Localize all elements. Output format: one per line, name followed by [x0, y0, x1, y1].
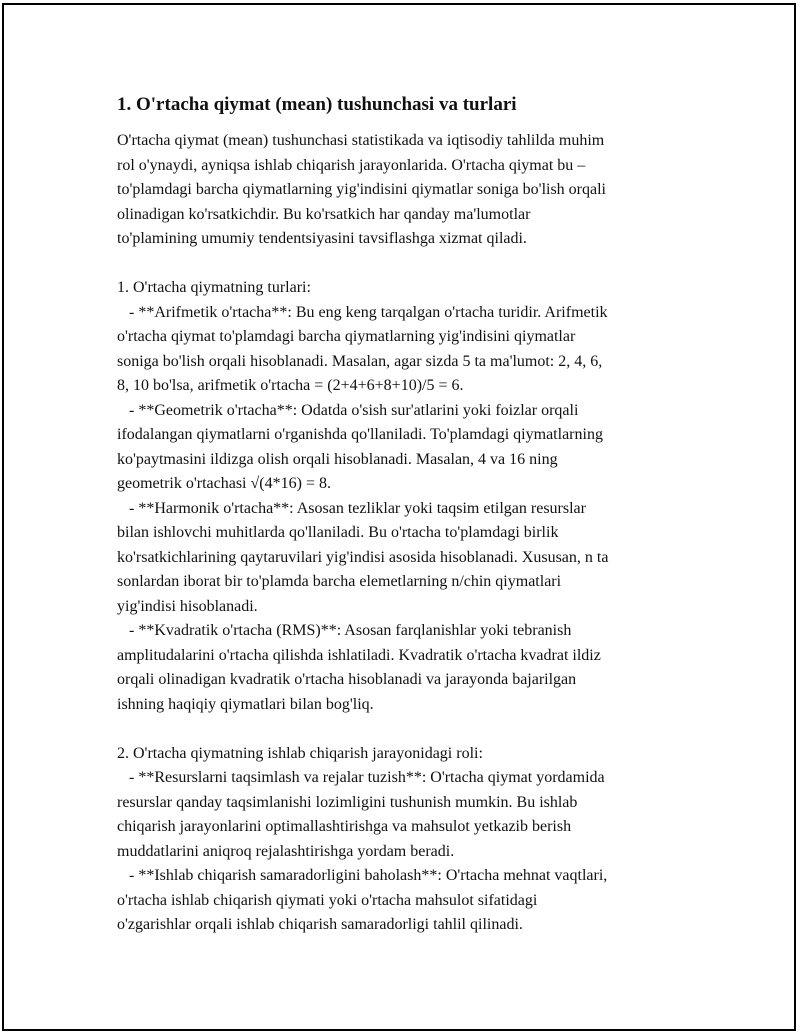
text-line: ko'paytmasini ildizga olish orqali hisoblanadi. Masalan, 4 va 16 ning: [117, 450, 558, 468]
text-line: to'plamdagi barcha qiymatlarning yig'indisini qiymatlar soniga bo'lish orqali: [117, 181, 606, 198]
text-line: geometrik o'rtachasi √(4*16) = 8.: [117, 475, 331, 492]
text-line: amplitudalarini o'rtacha qilishda ishlatiladi. Kvadratik o'rtacha kvadrat ildiz: [117, 646, 601, 664]
text-line: ko'rsatkichlarining qaytaruvilari yig'indisi asosida hisoblanadi. Xususan, n ta: [117, 548, 609, 566]
text-line: 8, 10 bo'lsa, arifmetik o'rtacha = (2+4+6+8+10)/5 = 6.: [117, 377, 464, 394]
production-role-section: [117, 742, 697, 938]
intro-paragraph: [117, 129, 697, 252]
text-line: ishning haqiqiy qiymatlari bilan bog'liq.: [117, 695, 374, 713]
list-item-line: - **Harmonik o'rtacha**: Asosan tezliklar yoki taqsim etilgan resurslar: [117, 499, 586, 517]
text-line: orqali olinadigan kvadratik o'rtacha hisoblanadi va jarayonda bajarilgan: [117, 671, 577, 688]
text-line: bilan ishlovchi muhitlarda qo'llaniladi. Bu o'rtacha to'plamdagi birlik: [117, 524, 559, 541]
text-line: chiqarish jarayonlarini optimallashtirishga va mahsulot yetkazib berish: [117, 818, 572, 835]
document-body: [117, 93, 697, 938]
list-item-line: - **Ishlab chiqarish samaradorligini baholash**: O'rtacha mehnat vaqtlari,: [117, 867, 608, 884]
section-title: 1. O'rtacha qiymatning turlari:: [117, 279, 311, 296]
text-line: resurslar qanday taqsimlanishi lozimligini tushunish mumkin. Bu ishlab: [117, 793, 578, 811]
text-line: o'rtacha ishlab chiqarish qiymati yoki o'rtacha mahsulot sifatidagi: [117, 891, 538, 909]
text-line: O'rtacha qiymat (mean) tushunchasi statistikada va iqtisodiy tahlilda muhim: [117, 132, 605, 149]
text-line: sonlardan iborat bir to'plamda barcha elemetlarning n/chin qiymatlari: [117, 573, 562, 590]
text-line: o'zgarishlar orqali ishlab chiqarish samaradorligi tahlil qilinadi.: [117, 916, 523, 933]
list-item-line: - **Geometrik o'rtacha**: Odatda o'sish sur'atlarini yoki foizlar orqali: [117, 401, 579, 419]
paragraph-gap: [117, 252, 697, 277]
mean-types-section: [117, 276, 697, 717]
list-item-line: - **Arifmetik o'rtacha**: Bu eng keng tarqalgan o'rtacha turidir. Arifmetik: [117, 303, 608, 321]
text-line: o'rtacha qiymat to'plamdagi barcha qiymatlarning yig'indisini qiymatlar: [117, 328, 576, 345]
text-line: olinadigan ko'rsatkichdir. Bu ko'rsatkich har qanday ma'lumotlar: [117, 205, 531, 223]
text-line: yig'indisi hisoblanadi.: [117, 597, 258, 615]
list-item-line: - **Kvadratik o'rtacha (RMS)**: Asosan farqlanishlar yoki tebranish: [117, 622, 572, 639]
text-line: soniga bo'lish orqali hisoblanadi. Masalan, agar sizda 5 ta ma'lumot: 2, 4, 6,: [117, 352, 603, 370]
text-line: muddatlarini aniqroq rejalashtirishga yordam beradi.: [117, 842, 455, 860]
list-item-line: - **Resurslarni taqsimlash va rejalar tuzish**: O'rtacha qiymat yordamida: [117, 769, 605, 786]
document-heading: 1. O'rtacha qiymat (mean) tushunchasi va turlari: [117, 94, 517, 115]
text-line: rol o'ynaydi, ayniqsa ishlab chiqarish jarayonlarida. O'rtacha qiymat bu –: [117, 156, 586, 174]
text-line: ifodalangan qiymatlarni o'rganishda qo'llaniladi. To'plamdagi qiymatlarning: [117, 426, 603, 443]
paragraph-gap: [117, 717, 697, 742]
section-title: 2. O'rtacha qiymatning ishlab chiqarish jarayonidagi roli:: [117, 744, 483, 762]
text-line: to'plamining umumiy tendentsiyasini tavsiflashga xizmat qiladi.: [117, 230, 527, 247]
